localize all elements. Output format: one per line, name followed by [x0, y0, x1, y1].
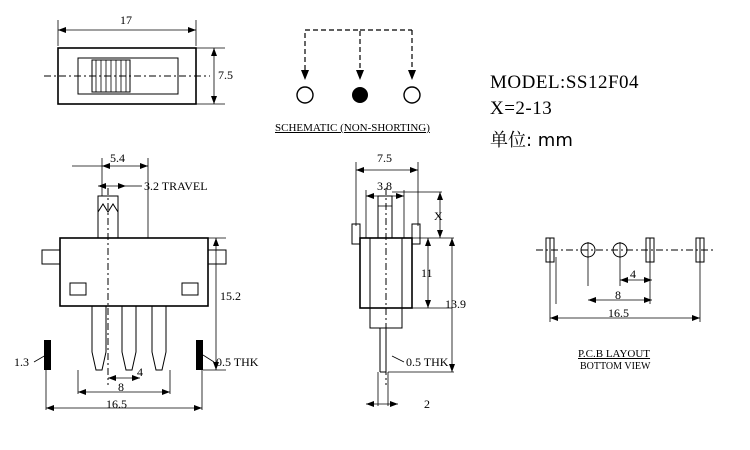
dim-height-11-side: 11 — [421, 266, 433, 280]
dim-hole-span-pcb: 8 — [615, 288, 621, 302]
dim-thickness-side: 0.5 THK — [406, 355, 449, 369]
dim-overall-width-front: 16.5 — [106, 397, 127, 411]
dim-body-height: 15.2 — [220, 289, 241, 303]
dim-pin-span-front: 8 — [118, 380, 124, 394]
dim-top-width: 17 — [120, 13, 132, 27]
dim-pin-width-front: 1.3 — [14, 355, 29, 369]
x-range: X=2-13 — [490, 98, 553, 119]
dim-pin-width-side: 2 — [424, 397, 430, 411]
dim-pin-pitch-front: 4 — [137, 365, 143, 379]
dim-height-139-side: 13.9 — [445, 297, 466, 311]
top-view-group — [44, 20, 225, 104]
dim-top-height: 7.5 — [218, 68, 233, 82]
dim-hole-pitch-pcb: 4 — [630, 267, 636, 281]
side-view-group — [352, 162, 455, 407]
dim-body-depth-side: 7.5 — [377, 151, 392, 165]
schematic-caption: SCHEMATIC (NON-SHORTING) — [275, 122, 430, 134]
schematic-group — [297, 30, 420, 103]
dim-lever-offset: 5.4 — [110, 151, 125, 165]
front-view-group — [34, 158, 226, 411]
pcb-caption-line1: P.C.B LAYOUT — [578, 348, 651, 360]
dim-board-width-pcb: 16.5 — [608, 306, 629, 320]
dim-thickness-front: 0.5 THK — [216, 355, 259, 369]
model-title: MODEL:SS12F04 — [490, 72, 640, 93]
pcb-caption-line2: BOTTOM VIEW — [580, 361, 651, 372]
dim-inner-depth-side: 3.8 — [377, 179, 392, 193]
dim-lever-height-side: X — [434, 209, 443, 223]
unit-note: 单位: mm — [490, 130, 573, 151]
dim-travel: 3.2 TRAVEL — [144, 179, 208, 193]
